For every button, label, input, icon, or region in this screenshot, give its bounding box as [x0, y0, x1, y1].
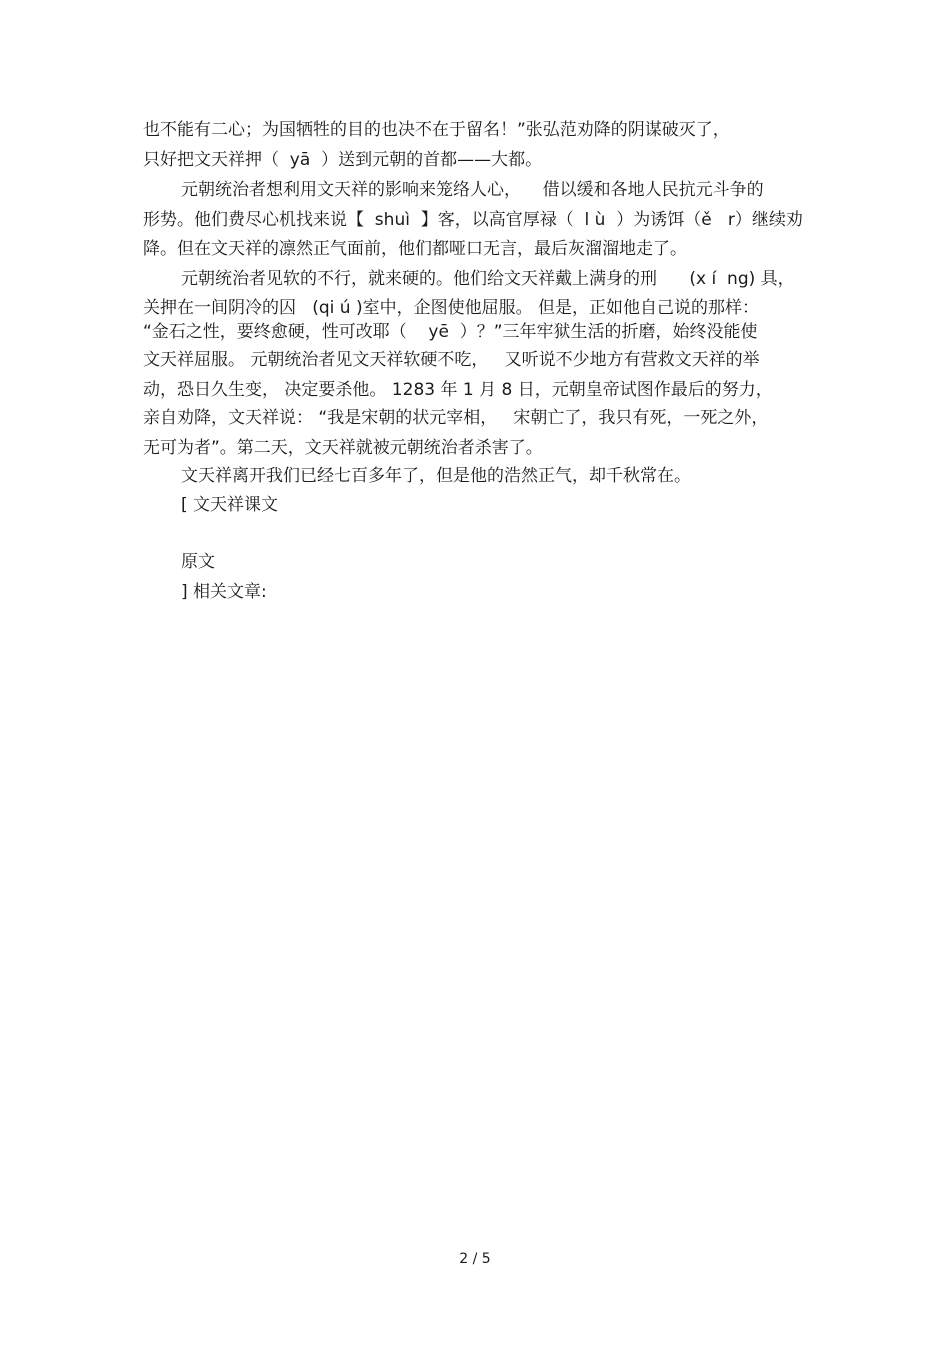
text-line-13: 文天祥离开我们已经七百多年了，但是他的浩然正气，却千秋常在。 [181, 466, 691, 486]
text-line-4: 形势。他们费尽心机找来说【 shuì 】客，以高官厚禄（ l ù ）为诱饵（ě r）继续劝 [143, 210, 803, 230]
text-line-7: 关押在一间阴冷的囚 (qi ú )室中，企图使他屈服。 但是，正如他自己说的那样： [143, 298, 759, 318]
text-line-2: 只好把文天祥押（ yā ）送到元朝的首都——大都。 [143, 150, 543, 170]
text-line-12: 无可为者”。第二天，文天祥就被元朝统治者杀害了。 [143, 438, 543, 458]
text-line-6: 元朝统治者见软的不行，就来硬的。他们给文天祥戴上满身的刑 (x í ng) 具， [181, 269, 795, 289]
text-line-1: 也不能有二心；为国牺牲的目的也决不在于留名！”张弘范劝降的阴谋破灭了， [143, 120, 730, 140]
text-line-10: 动，恐日久生变， 决定要杀他。 1283 年 1 月 8 日，元朝皇帝试图作最后的努力， [143, 380, 773, 400]
page-number: 2 / 5 [459, 1251, 491, 1267]
text-line-8: “金石之性，要终愈硬，性可改耶（ yē ）？”三年牢狱生活的折磨，始终没能使 [143, 322, 758, 342]
text-line-9: 文天祥屈服。 元朝统治者见文天祥软硬不吃， 又听说不少地方有营救文天祥的举 [143, 350, 760, 370]
text-line-11: 亲自劝降，文天祥说： “我是宋朝的状元宰相， 宋朝亡了，我只有死，一死之外， [143, 408, 769, 428]
text-line-3: 元朝统治者想利用文天祥的影响来笼络人心， 借以缓和各地人民抗元斗争的 [181, 180, 764, 200]
related-articles-bracket-open: [ 文天祥课文 [181, 495, 279, 515]
original-text-label: 原文 [181, 552, 215, 572]
related-articles-label: ] 相关文章: [181, 582, 267, 602]
text-line-5: 降。但在文天祥的凛然正气面前，他们都哑口无言，最后灰溜溜地走了。 [143, 239, 687, 259]
